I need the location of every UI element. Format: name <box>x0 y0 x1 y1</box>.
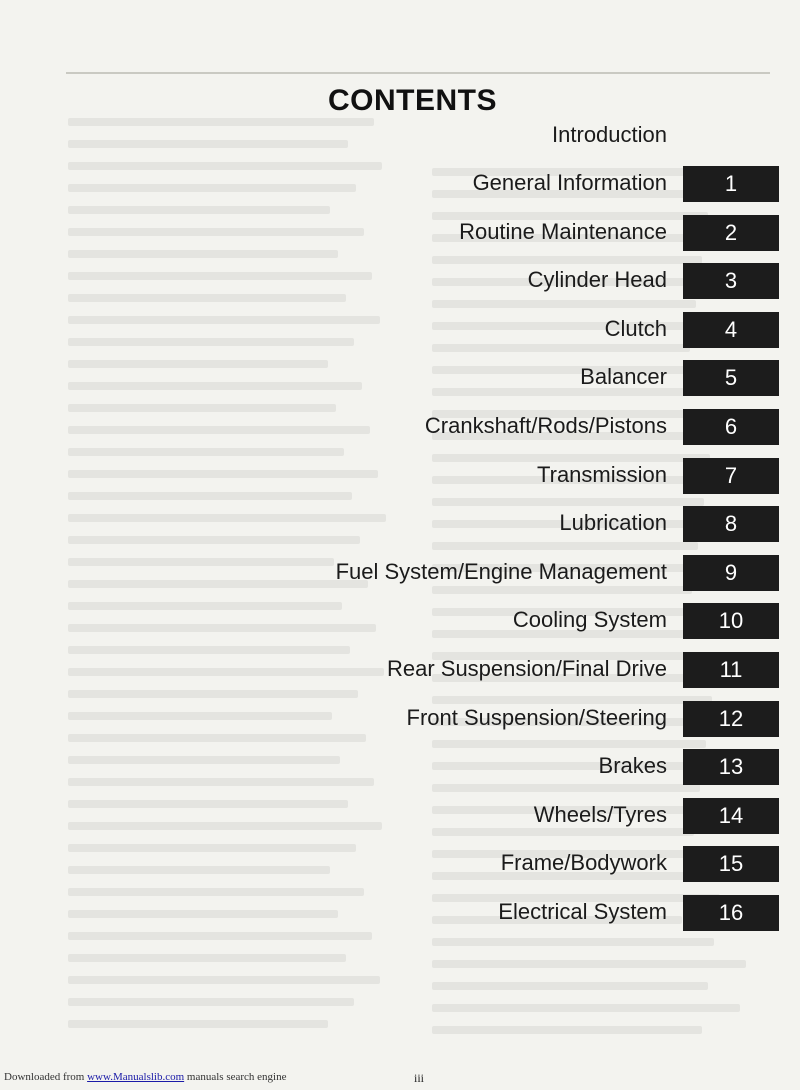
toc-row[interactable] <box>0 701 800 737</box>
footer-source <box>4 1071 286 1083</box>
section-number-tab[interactable]: 11 <box>683 652 779 688</box>
toc-section-label: Lubrication <box>559 510 667 536</box>
section-number-tab[interactable]: 16 <box>683 895 779 931</box>
toc-row[interactable] <box>0 603 800 639</box>
toc-row[interactable] <box>0 798 800 834</box>
footer-link[interactable]: www.Manualslib.com <box>87 1071 185 1083</box>
toc-row[interactable] <box>0 458 800 494</box>
section-number-tab[interactable]: 12 <box>683 701 779 737</box>
footer-prefix: Downloaded from <box>4 1071 85 1083</box>
toc-row[interactable] <box>0 409 800 445</box>
toc-section-label: General Information <box>472 170 667 195</box>
section-number-tab[interactable]: 15 <box>683 846 779 882</box>
toc-intro-label: Introduction <box>552 122 667 147</box>
toc-row[interactable] <box>0 166 800 202</box>
section-number-tab[interactable]: 10 <box>683 603 779 639</box>
footer-suffix: manuals search engine <box>186 1071 287 1083</box>
section-number-tab[interactable]: 2 <box>683 215 779 251</box>
toc-section-label: Cooling System <box>512 607 667 633</box>
toc-section-label: Clutch <box>604 315 667 341</box>
page-title: CONTENTS <box>328 84 497 117</box>
section-number-tab[interactable]: 6 <box>683 409 779 445</box>
section-number-tab[interactable]: 8 <box>683 506 779 542</box>
toc-section-label: Fuel System/Engine Management <box>335 558 667 584</box>
toc-row[interactable] <box>0 555 800 591</box>
toc-section-label: Rear Suspension/Final Drive <box>386 656 667 681</box>
section-number-tab[interactable]: 5 <box>683 360 779 396</box>
section-number-tab[interactable]: 4 <box>683 312 779 348</box>
toc-section-label: Crankshaft/Rods/Pistons <box>424 413 667 438</box>
section-number-tab[interactable]: 13 <box>683 749 779 785</box>
toc-section-label: Brakes <box>598 753 667 779</box>
toc-section-label: Routine Maintenance <box>459 218 667 244</box>
toc-row[interactable] <box>0 749 800 785</box>
toc-row[interactable] <box>0 263 800 299</box>
section-number-tab[interactable]: 14 <box>683 798 779 834</box>
toc-row[interactable] <box>0 895 800 931</box>
toc-intro-row[interactable] <box>0 118 800 154</box>
toc-row[interactable] <box>0 360 800 396</box>
toc-row[interactable] <box>0 846 800 882</box>
section-number-tab[interactable]: 1 <box>683 166 779 202</box>
toc-row[interactable] <box>0 215 800 251</box>
toc-section-label: Balancer <box>580 364 667 390</box>
section-number-tab[interactable]: 7 <box>683 458 779 494</box>
section-number-tab[interactable]: 9 <box>683 555 779 591</box>
toc-section-label: Electrical System <box>498 899 667 924</box>
toc-section-label: Frame/Bodywork <box>500 850 667 876</box>
toc-section-label: Cylinder Head <box>527 267 667 293</box>
toc-row[interactable] <box>0 652 800 688</box>
toc-section-label: Front Suspension/Steering <box>406 704 667 730</box>
page-number: iii <box>414 1071 425 1085</box>
toc-row[interactable] <box>0 312 800 348</box>
toc-section-label: Wheels/Tyres <box>533 801 667 827</box>
toc-row[interactable] <box>0 506 800 542</box>
toc-section-label: Transmission <box>537 461 667 487</box>
section-number-tab[interactable]: 3 <box>683 263 779 299</box>
